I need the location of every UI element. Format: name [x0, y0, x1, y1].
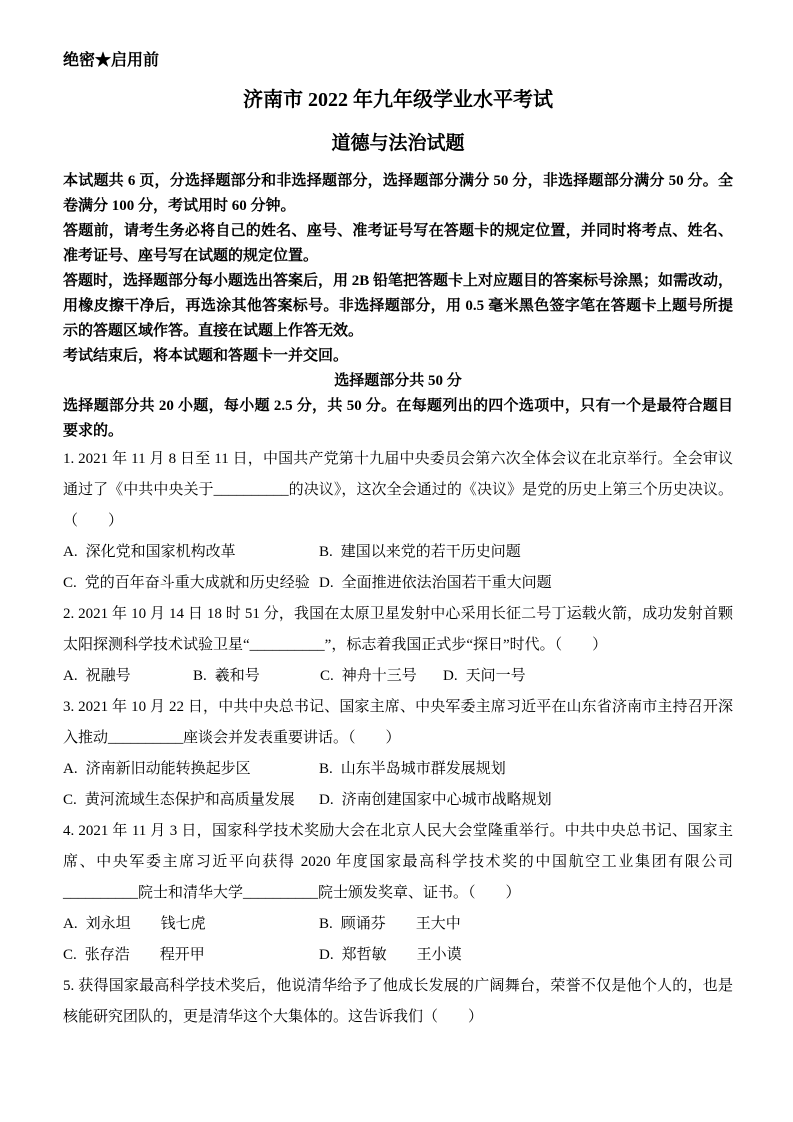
option-letter: D. [319, 792, 334, 808]
option-letter: A. [63, 668, 78, 684]
question-3-option-c [63, 785, 319, 816]
question-2-option-c [320, 661, 443, 692]
question-4-options [63, 909, 733, 971]
section-description: 选择题部分共 20 小题，每小题 2.5 分，共 50 分。在每题列出的四个选项中，只有一个是最符合题目要求的。 [63, 398, 733, 439]
option-text: 济南新旧动能转换起步区 [85, 761, 251, 777]
option-letter: B. [319, 761, 333, 777]
option-letter: B. [319, 916, 333, 932]
question-3-option-a [63, 754, 319, 785]
question-2-option-b [193, 661, 320, 692]
question-3 [63, 692, 733, 816]
option-letter: C. [63, 947, 77, 963]
option-text: 济南创建国家中心城市战略规划 [341, 792, 552, 808]
instruction-paragraph-2: 答题前，请考生务必将自己的姓名、座号、准考证号写在答题卡的规定位置，并同时将考点、姓名、准考证号、座号写在试题的规定位置。 [63, 223, 733, 264]
instruction-paragraph-3: 答题时，选择题部分每小题选出答案后，用 2B 铅笔把答题卡上对应题目的答案标号涂黑；如需改动，用橡皮擦干净后，再选涂其他答案标号。非选择题部分，用 0.5 毫米黑色签字笔在答题卡上题号所提示的答题区域作答。直接在试题上作答无效。 [63, 273, 734, 339]
option-text: 建国以来党的若干历史问题 [340, 544, 521, 560]
option-letter: C. [63, 575, 77, 591]
option-text: 祝融号 [85, 668, 131, 684]
option-letter: D. [319, 947, 334, 963]
question-2 [63, 599, 733, 692]
exam-title: 济南市 2022 年九年级学业水平考试 [243, 89, 553, 111]
option-letter: A. [63, 916, 78, 932]
option-text: 郑哲敏 王小谟 [341, 947, 462, 963]
question-4-option-b [319, 909, 733, 940]
instruction-paragraph-4: 考试结束后，将本试题和答题卡一并交回。 [63, 348, 349, 364]
question-1-options [63, 537, 733, 599]
question-1-option-b [319, 537, 733, 568]
exam-subtitle: 道德与法治试题 [331, 133, 465, 154]
question-4-option-a [63, 909, 319, 940]
option-letter: A. [63, 761, 78, 777]
option-letter: B. [319, 544, 333, 560]
question-4-option-d [319, 940, 733, 971]
question-2-option-d [443, 661, 733, 692]
question-3-stem: 3. 2021 年 10 月 22 日，中共中央总书记、国家主席、中央军委主席习近平在山东省济南市主持召开深入推动__________座谈会并发表重要讲话。（ ） [63, 699, 733, 746]
question-1-option-c [63, 568, 319, 599]
question-2-option-a [63, 661, 193, 692]
question-1 [63, 444, 733, 599]
question-3-options [63, 754, 733, 816]
option-text: 黄河流域生态保护和高质量发展 [84, 792, 295, 808]
question-5 [63, 971, 733, 1033]
option-letter: C. [320, 668, 334, 684]
option-text: 张存浩 程开甲 [84, 947, 205, 963]
option-text: 羲和号 [214, 668, 260, 684]
question-4 [63, 816, 733, 971]
question-1-option-d [319, 568, 733, 599]
question-5-stem: 5. 获得国家最高科学技术奖后，他说清华给予了他成长发展的广阔舞台，荣誉不仅是他个人的，也是核能研究团队的，更是清华这个大集体的。这告诉我们（ ） [63, 978, 733, 1025]
question-3-option-d [319, 785, 733, 816]
option-text: 深化党和国家机构改革 [85, 544, 236, 560]
option-text: 神舟十三号 [341, 668, 417, 684]
question-4-stem: 4. 2021 年 11 月 3 日，国家科学技术奖励大会在北京人民大会堂隆重举行。中共中央总书记、国家主席、中央军委主席习近平向获得 2020 年度国家最高科学技术奖的中国航空工业集团有限公司__________院士和清华大学__________院士颁发奖章、证书。（ ） [63, 823, 733, 901]
question-4-option-c [63, 940, 319, 971]
option-letter: D. [319, 575, 334, 591]
option-letter: D. [443, 668, 458, 684]
section-title: 选择题部分共 50 分 [334, 373, 462, 389]
option-letter: C. [63, 792, 77, 808]
question-1-option-a [63, 537, 319, 568]
classification-label: 绝密★启用前 [63, 52, 160, 69]
option-text: 天问一号 [465, 668, 526, 684]
option-text: 全面推进依法治国若干重大问题 [341, 575, 552, 591]
question-1-stem: 1. 2021 年 11 月 8 日至 11 日，中国共产党第十九届中央委员会第六次全体会议在北京举行。全会审议通过了《中共中央关于__________的决议》，这次全会通过的《决议》是党的历史上第三个历史决议。（ ） [63, 451, 733, 529]
question-2-stem: 2. 2021 年 10 月 14 日 18 时 51 分，我国在太原卫星发射中心采用长征二号丁运载火箭，成功发射首颗太阳探测科学技术试验卫星“__________”，标志着我国正式步“探日”时代。（ ） [63, 606, 733, 653]
option-text: 党的百年奋斗重大成就和历史经验 [84, 575, 310, 591]
option-text: 山东半岛城市群发展规划 [340, 761, 506, 777]
question-2-options [63, 661, 733, 692]
exam-instructions [63, 169, 733, 369]
option-text: 刘永坦 钱七虎 [85, 916, 206, 932]
question-3-option-b [319, 754, 733, 785]
option-text: 顾诵芬 王大中 [340, 916, 461, 932]
option-letter: B. [193, 668, 207, 684]
instruction-paragraph-1: 本试题共 6 页，分选择题部分和非选择题部分，选择题部分满分 50 分，非选择题部分满分 50 分。全卷满分 100 分，考试用时 60 分钟。 [63, 173, 733, 214]
option-letter: A. [63, 544, 78, 560]
